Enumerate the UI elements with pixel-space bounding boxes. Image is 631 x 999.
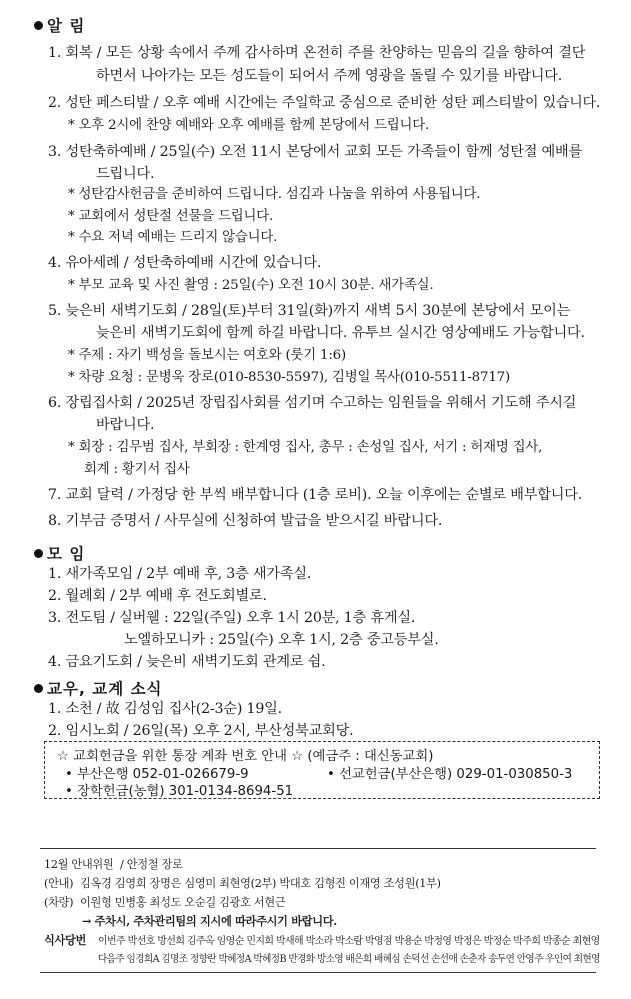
- meeting-line: 2. 월례회 / 2부 예배 후 전도회별로.: [48, 588, 267, 604]
- notice-line: 늦은비 새벽기도회에 함께 하길 바랍니다. 유투브 실시간 영상예배도 가능합니다.: [96, 325, 585, 341]
- notice-line: 바랍니다.: [96, 417, 155, 433]
- notices-section-title: 알 림: [34, 14, 85, 36]
- car-label: (차량): [44, 896, 74, 909]
- guide-label: (안내): [44, 877, 74, 890]
- notice-line: 하면서 나아가는 모든 성도들이 되어서 주께 영광을 돌릴 수 있기를 바랍니다.: [96, 68, 563, 84]
- bullet-dot-icon: [34, 684, 43, 693]
- ushers-head: / 안정철 장로: [120, 858, 183, 871]
- bank-header: ☆ 교회헌금을 위한 통장 계좌 번호 안내 ☆ (예금주 : 대신동교회): [57, 749, 434, 764]
- bank-scholarship: • 장학헌금(농협) 301-0134-8694-51: [65, 784, 294, 799]
- meetings-section-title: 모 임: [34, 542, 85, 564]
- meal-this-week: 이번주 박선호 방선희 김주옥 임영순 민지희 박새해 박소라 박소람 박영점 박용순 박정영 박정은 박정순 박주희 박종순 최현영: [98, 936, 600, 947]
- notice-line: 4. 유아세례 / 성탄축하예배 시간에 있습니다.: [48, 255, 322, 271]
- bullet-dot-icon: [34, 21, 43, 30]
- notice-line: * 부모 교육 및 사진 촬영 : 25일(수) 오전 10시 30분. 새가족실.: [68, 278, 434, 293]
- bank-busan: • 부산은행 052-01-026679-9: [65, 767, 249, 782]
- guide-names: 김옥경 김영희 장명은 심영미 최현영(2부) 박대호 김형진 이재영 조성원(1부): [80, 877, 441, 890]
- meeting-line: 3. 전도팀 / 실버웰 : 22일(주일) 오후 1시 20분, 1층 휴게실.: [48, 610, 416, 626]
- news-line: 2. 임시노회 / 26일(목) 오후 2시, 부산성북교회당.: [48, 723, 354, 739]
- notice-line: * 교회에서 성탄절 선물을 드립니다.: [68, 209, 274, 224]
- news-line: 1. 소천 / 故 김성임 집사(2-3순) 19일.: [48, 701, 282, 717]
- notice-line: 드립니다.: [96, 166, 155, 182]
- notice-line: 6. 장립집사회 / 2025년 장립집사회를 섬기며 수고하는 임원들을 위해서 기도해 주시길: [48, 395, 577, 411]
- footer-divider-top: [40, 848, 596, 849]
- notice-line: * 성탄감사헌금을 준비하여 드립니다. 섬김과 나눔을 위하여 사용됩니다.: [68, 187, 481, 202]
- notice-line: 회계 : 황기서 집사: [84, 462, 190, 477]
- notice-line: 5. 늦은비 새벽기도회 / 28일(토)부터 31일(화)까지 새벽 5시 30분에 본당에서 모이는: [48, 303, 571, 319]
- notice-line: 8. 기부금 증명서 / 사무실에 신청하여 발급을 받으시길 바랍니다.: [48, 513, 443, 529]
- notice-line: 7. 교회 달력 / 가정당 한 부씩 배부합니다 (1층 로비). 오늘 이후에는 순별로 배부합니다.: [48, 487, 583, 503]
- ushers-label: 12월 안내위원: [44, 858, 114, 871]
- footer-divider-bottom: [40, 972, 596, 973]
- notice-line: 3. 성탄축하예배 / 25일(수) 오전 11시 본당에서 교회 모든 가족들이 함께 성탄절 예배를: [48, 144, 583, 160]
- meal-label: 식사당번: [44, 933, 87, 947]
- notice-line: * 차량 요청 : 문병욱 장로(010-8530-5597), 김병일 목사(010-5511-8717): [68, 370, 510, 385]
- parking-note: → 주차시, 주차관리팀의 지시에 따라주시기 바랍니다.: [82, 914, 337, 928]
- notice-line: * 오후 2시에 찬양 예배와 오후 예배를 함께 본당에서 드립니다.: [68, 118, 430, 133]
- bank-mission: • 선교헌금(부산은행) 029-01-030850-3: [327, 767, 573, 782]
- notice-line: * 주제 : 자기 백성을 돌보시는 여호와 (룻기 1:6): [68, 348, 347, 363]
- car-names: 이원형 민병홍 최성도 오순길 김광호 서현근: [80, 896, 286, 909]
- news-section-title: 교우, 교계 소식: [34, 677, 163, 699]
- notice-line: * 회장 : 김무범 집사, 부회장 : 한계영 집사, 총무 : 손성일 집사, 서기 : 허재명 집사,: [68, 440, 543, 455]
- notice-line: * 수요 저녁 예배는 드리지 않습니다.: [68, 230, 278, 245]
- bank-account-box: [44, 741, 600, 799]
- meal-next-week: 다음주 임경희A 김명조 정향란 박혜정A 박혜정B 반경화 방소영 배은희 배혜심 손덕선 손선애 손춘자 송두연 안영주 우인여 최현영: [98, 954, 600, 965]
- notice-line: 1. 회복 / 모든 상황 속에서 주께 감사하며 온전히 주를 찬양하는 믿음의 길을 향하여 결단: [48, 45, 586, 61]
- bullet-dot-icon: [34, 549, 43, 558]
- meeting-line: 4. 금요기도회 / 늦은비 새벽기도회 관계로 쉼.: [48, 654, 326, 670]
- notice-line: 2. 성탄 페스티발 / 오후 예배 시간에는 주일학교 중심으로 준비한 성탄 페스티발이 있습니다.: [48, 95, 601, 111]
- meeting-line: 노엘하모니카 : 25일(수) 오후 1시, 2층 중고등부실.: [124, 632, 439, 648]
- meeting-line: 1. 새가족모임 / 2부 예배 후, 3층 새가족실.: [48, 566, 312, 582]
